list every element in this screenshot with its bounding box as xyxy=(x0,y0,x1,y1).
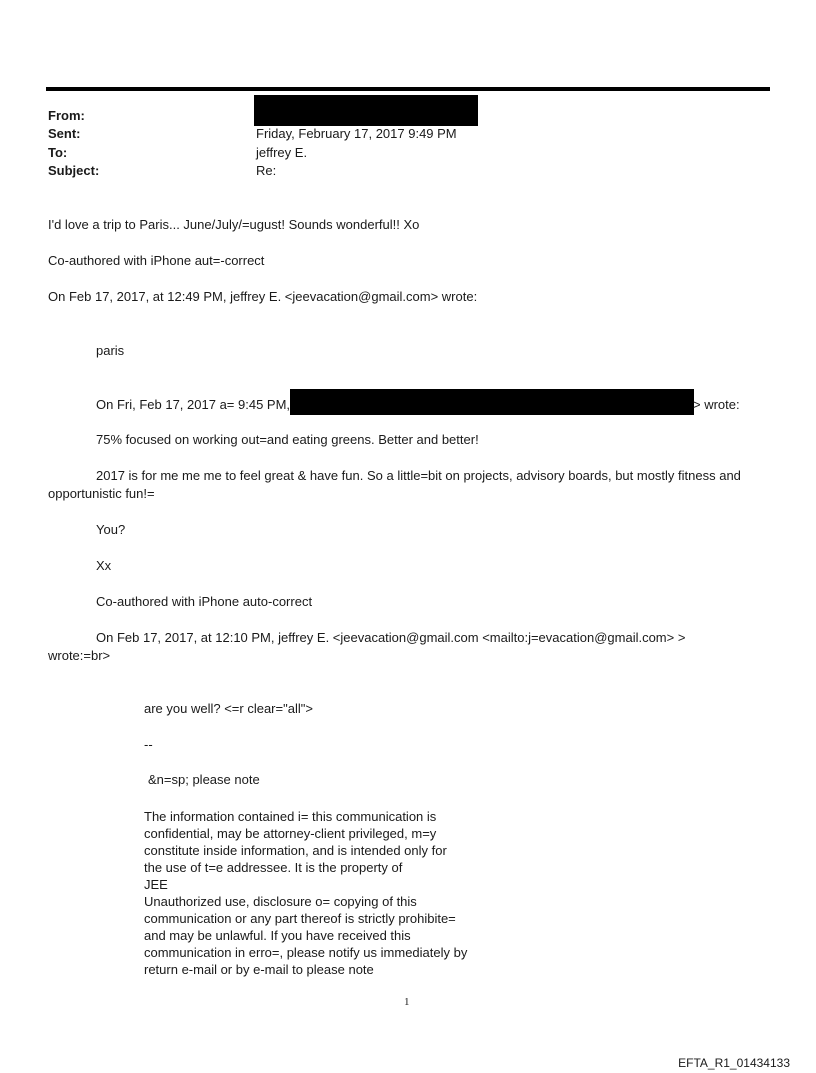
sent-value: Friday, February 17, 2017 9:49 PM xyxy=(256,126,457,141)
signature-dashes: -- xyxy=(144,737,153,752)
quote1-text: paris xyxy=(96,343,125,358)
quote2-you: You? xyxy=(96,522,126,537)
disclaimer-line: Unauthorized use, disclosure o= copying of this xyxy=(144,894,417,909)
please-note: &n=sp; please note xyxy=(148,772,260,787)
quote3-text: are you well? <=r clear="all"> xyxy=(144,701,313,716)
disclaimer-line: and may be unlawful. If you have received this xyxy=(144,928,411,943)
quote2-xx: Xx xyxy=(96,558,112,573)
header-divider xyxy=(46,87,770,91)
bates-number: EFTA_R1_01434133 xyxy=(678,1056,790,1070)
confidentiality-disclaimer xyxy=(144,808,504,978)
quote2-line2b: opportunistic fun!= xyxy=(48,486,155,501)
quote2-header-end: > wrote: xyxy=(693,397,740,412)
sent-label: Sent: xyxy=(48,126,81,141)
from-redaction xyxy=(254,95,478,126)
disclaimer-line: communication or any part thereof is strictly prohibite= xyxy=(144,911,456,926)
quote2-header-start: On Fri, Feb 17, 2017 a= 9:45 PM, xyxy=(96,397,291,412)
from-label: From: xyxy=(48,108,85,123)
disclaimer-line: constitute inside information, and is intended only for xyxy=(144,843,447,858)
reply-signature: Co-authored with iPhone aut=-correct xyxy=(48,253,265,268)
subject-label: Subject: xyxy=(48,163,100,178)
reply-text: I'd love a trip to Paris... June/July/=ugust! Sounds wonderful!! Xo xyxy=(48,217,420,232)
subject-value: Re: xyxy=(256,163,277,178)
disclaimer-line: the use of t=e addressee. It is the property of xyxy=(144,860,403,875)
quote2-line2a: 2017 is for me me me to feel great & have fun. So a little=bit on projects, advisory boards, but mostly fitness and xyxy=(96,468,741,483)
quote2-line1: 75% focused on working out=and eating greens. Better and better! xyxy=(96,432,479,447)
quote3-header-b: wrote:=br> xyxy=(48,648,111,663)
to-label: To: xyxy=(48,145,68,160)
page-number: 1 xyxy=(404,996,410,1008)
sender-redaction xyxy=(290,389,694,415)
disclaimer-line: communication in erro=, please notify us immediately by xyxy=(144,945,468,960)
disclaimer-line: JEE xyxy=(144,877,168,892)
quote3-header-a: On Feb 17, 2017, at 12:10 PM, jeffrey E. <jeevacation@gmail.com <mailto:j=evacation@gmail.com> > xyxy=(96,630,686,645)
disclaimer-line: return e-mail or by e-mail to please note xyxy=(144,962,374,977)
quote1-header: On Feb 17, 2017, at 12:49 PM, jeffrey E. <jeevacation@gmail.com> wrote: xyxy=(48,289,478,304)
disclaimer-line: The information contained i= this communication is xyxy=(144,809,437,824)
to-value: jeffrey E. xyxy=(256,145,308,160)
quote2-signature: Co-authored with iPhone auto-correct xyxy=(96,594,313,609)
disclaimer-line: confidential, may be attorney-client privileged, m=y xyxy=(144,826,437,841)
